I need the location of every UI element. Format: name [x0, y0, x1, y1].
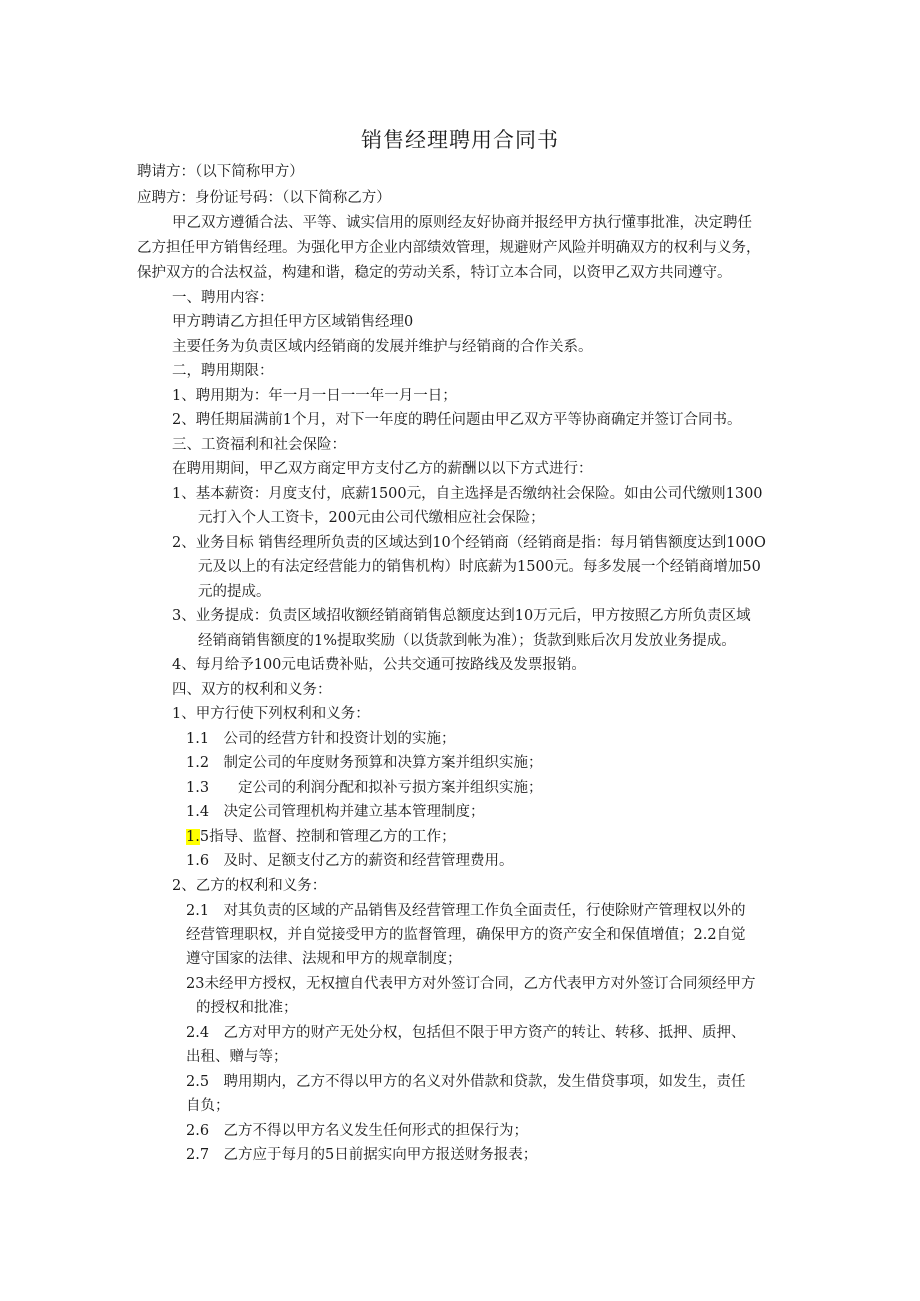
clause-line: 2、业务目标 销售经理所负责的区域达到10个经销商（经销商是指：每月销售额度达到100O: [172, 535, 766, 551]
sub-clause-line: 1.1 公司的经营方针和投资计划的实施；: [186, 731, 456, 747]
clause-line: 1、基本薪资：月度支付，底薪1500元，自主选择是否缴纳社会保险。如由公司代缴则1300: [172, 486, 763, 502]
preamble-line-2: 乙方担任甲方销售经理。为强化甲方企业内部绩效管理，规避财产风险并明确双方的权利与义务，: [137, 240, 761, 256]
section-heading-2: 二，聘用期限：: [172, 363, 274, 379]
sub-clause-line-cont: 遵守国家的法律、法规和甲方的规章制度；: [186, 951, 462, 967]
clause-line-cont: 元及以上的有法定经营能力的销售机构）时底薪为1500元。每多发展一个经销商增加50: [198, 559, 761, 575]
section-heading-1: 一、聘用内容：: [172, 290, 274, 306]
sub-clause-line: 2.7 乙方应于每月的5日前据实向甲方报送财务报表；: [186, 1147, 538, 1163]
sub-clause-line: 2.1 对其负责的区域的产品销售及经营管理工作负全面责任，行使除财产管理权以外的: [186, 903, 746, 919]
sub-clause-line: 23未经甲方授权，无权擅自代表甲方对外签订合同，乙方代表甲方对外签订合同须经甲方: [186, 976, 756, 992]
sub-clause-line-cont: 自负；: [186, 1098, 230, 1114]
sub-clause-line: 1.2 制定公司的年度财务预算和决算方案并组织实施；: [186, 755, 543, 771]
clause-line: 2、聘任期届满前1个月，对下一年度的聘任问题由甲乙双方平等协商确定并签订合同书。: [172, 412, 742, 428]
clause-line: 1、聘用期为：年一月一日一一年一月一日；: [172, 388, 457, 404]
clause-line: 1、甲方行使下列权利和义务：: [172, 706, 370, 722]
clause-line: 2、乙方的权利和义务：: [172, 878, 327, 894]
clause-line: 在聘用期间，甲乙双方商定甲方支付乙方的薪酬以以下方式进行：: [172, 461, 593, 477]
clause-line-cont: 元打入个人工资卡，200元由公司代缴相应社会保险；: [198, 510, 545, 526]
sub-clause-line: 2.6 乙方不得以甲方名义发生任何形式的担保行为；: [186, 1123, 529, 1139]
sub-clause-line: 1.4 决定公司管理机构并建立基本管理制度；: [186, 804, 485, 820]
preamble-line-1: 甲乙双方遵循合法、平等、诚实信用的原则经友好协商并报经甲方执行懂事批准，决定聘任: [172, 215, 752, 231]
sub-clause-line: 1.3 定公司的利润分配和拟补亏损方案并组织实施；: [186, 780, 543, 796]
sub-clause-line-cont: 出租、赠与等；: [186, 1049, 288, 1065]
clause-line: 3、业务提成：负责区域招收额经销商销售总额度达到10万元后，甲方按照乙方所负责区域: [172, 608, 751, 624]
employer-line: 聘请方：（以下简称甲方）: [137, 164, 304, 180]
section-heading-3: 三、工资福利和社会保险：: [172, 437, 346, 453]
sub-clause-line-cont: 的授权和批准；: [196, 1000, 298, 1016]
sub-clause-line: 1.6 及时、足额支付乙方的薪资和经营管理费用。: [186, 853, 514, 869]
clause-line-cont: 元的提成。: [198, 584, 271, 600]
document-title: 销售经理聘用合同书: [361, 128, 559, 152]
clause-line: 4、每月给予100元电话费补贴，公共交通可按路线及发票报销。: [172, 657, 586, 673]
sub-clause-line: 2.4 乙方对甲方的财产无处分权，包括但不限于甲方资产的转让、转移、抵押、质押、: [186, 1025, 746, 1041]
sub-clause-line: 2.5 聘用期内，乙方不得以甲方的名义对外借款和贷款，发生借贷事项，如发生，责任: [186, 1074, 746, 1090]
clause-line: 主要任务为负责区域内经销商的发展并维护与经销商的合作关系。: [172, 339, 593, 355]
sub-clause-line-cont: 经营管理职权，并自觉接受甲方的监督管理，确保甲方的资产安全和保值增值；2.2自觉: [186, 927, 746, 943]
employee-line: 应聘方：身份证号码：（以下简称乙方）: [137, 190, 391, 206]
clause-line: 甲方聘请乙方担任甲方区域销售经理0: [172, 314, 414, 330]
clause-line-cont: 经销商销售额度的1%提取奖励（以货款到帐为准）；货款到账后次月发放业务提成。: [198, 633, 736, 649]
highlighted-text: 1.: [186, 829, 200, 845]
sub-clause-line: [186, 825, 456, 849]
preamble-line-3: 保护双方的合法权益，构建和谐，稳定的劳动关系，特订立本合同，以资甲乙双方共同遵守。: [137, 265, 732, 281]
section-heading-4: 四、双方的权利和义务：: [172, 682, 332, 698]
sub-clause-text: 5指导、监督、控制和管理乙方的工作；: [199, 829, 456, 845]
